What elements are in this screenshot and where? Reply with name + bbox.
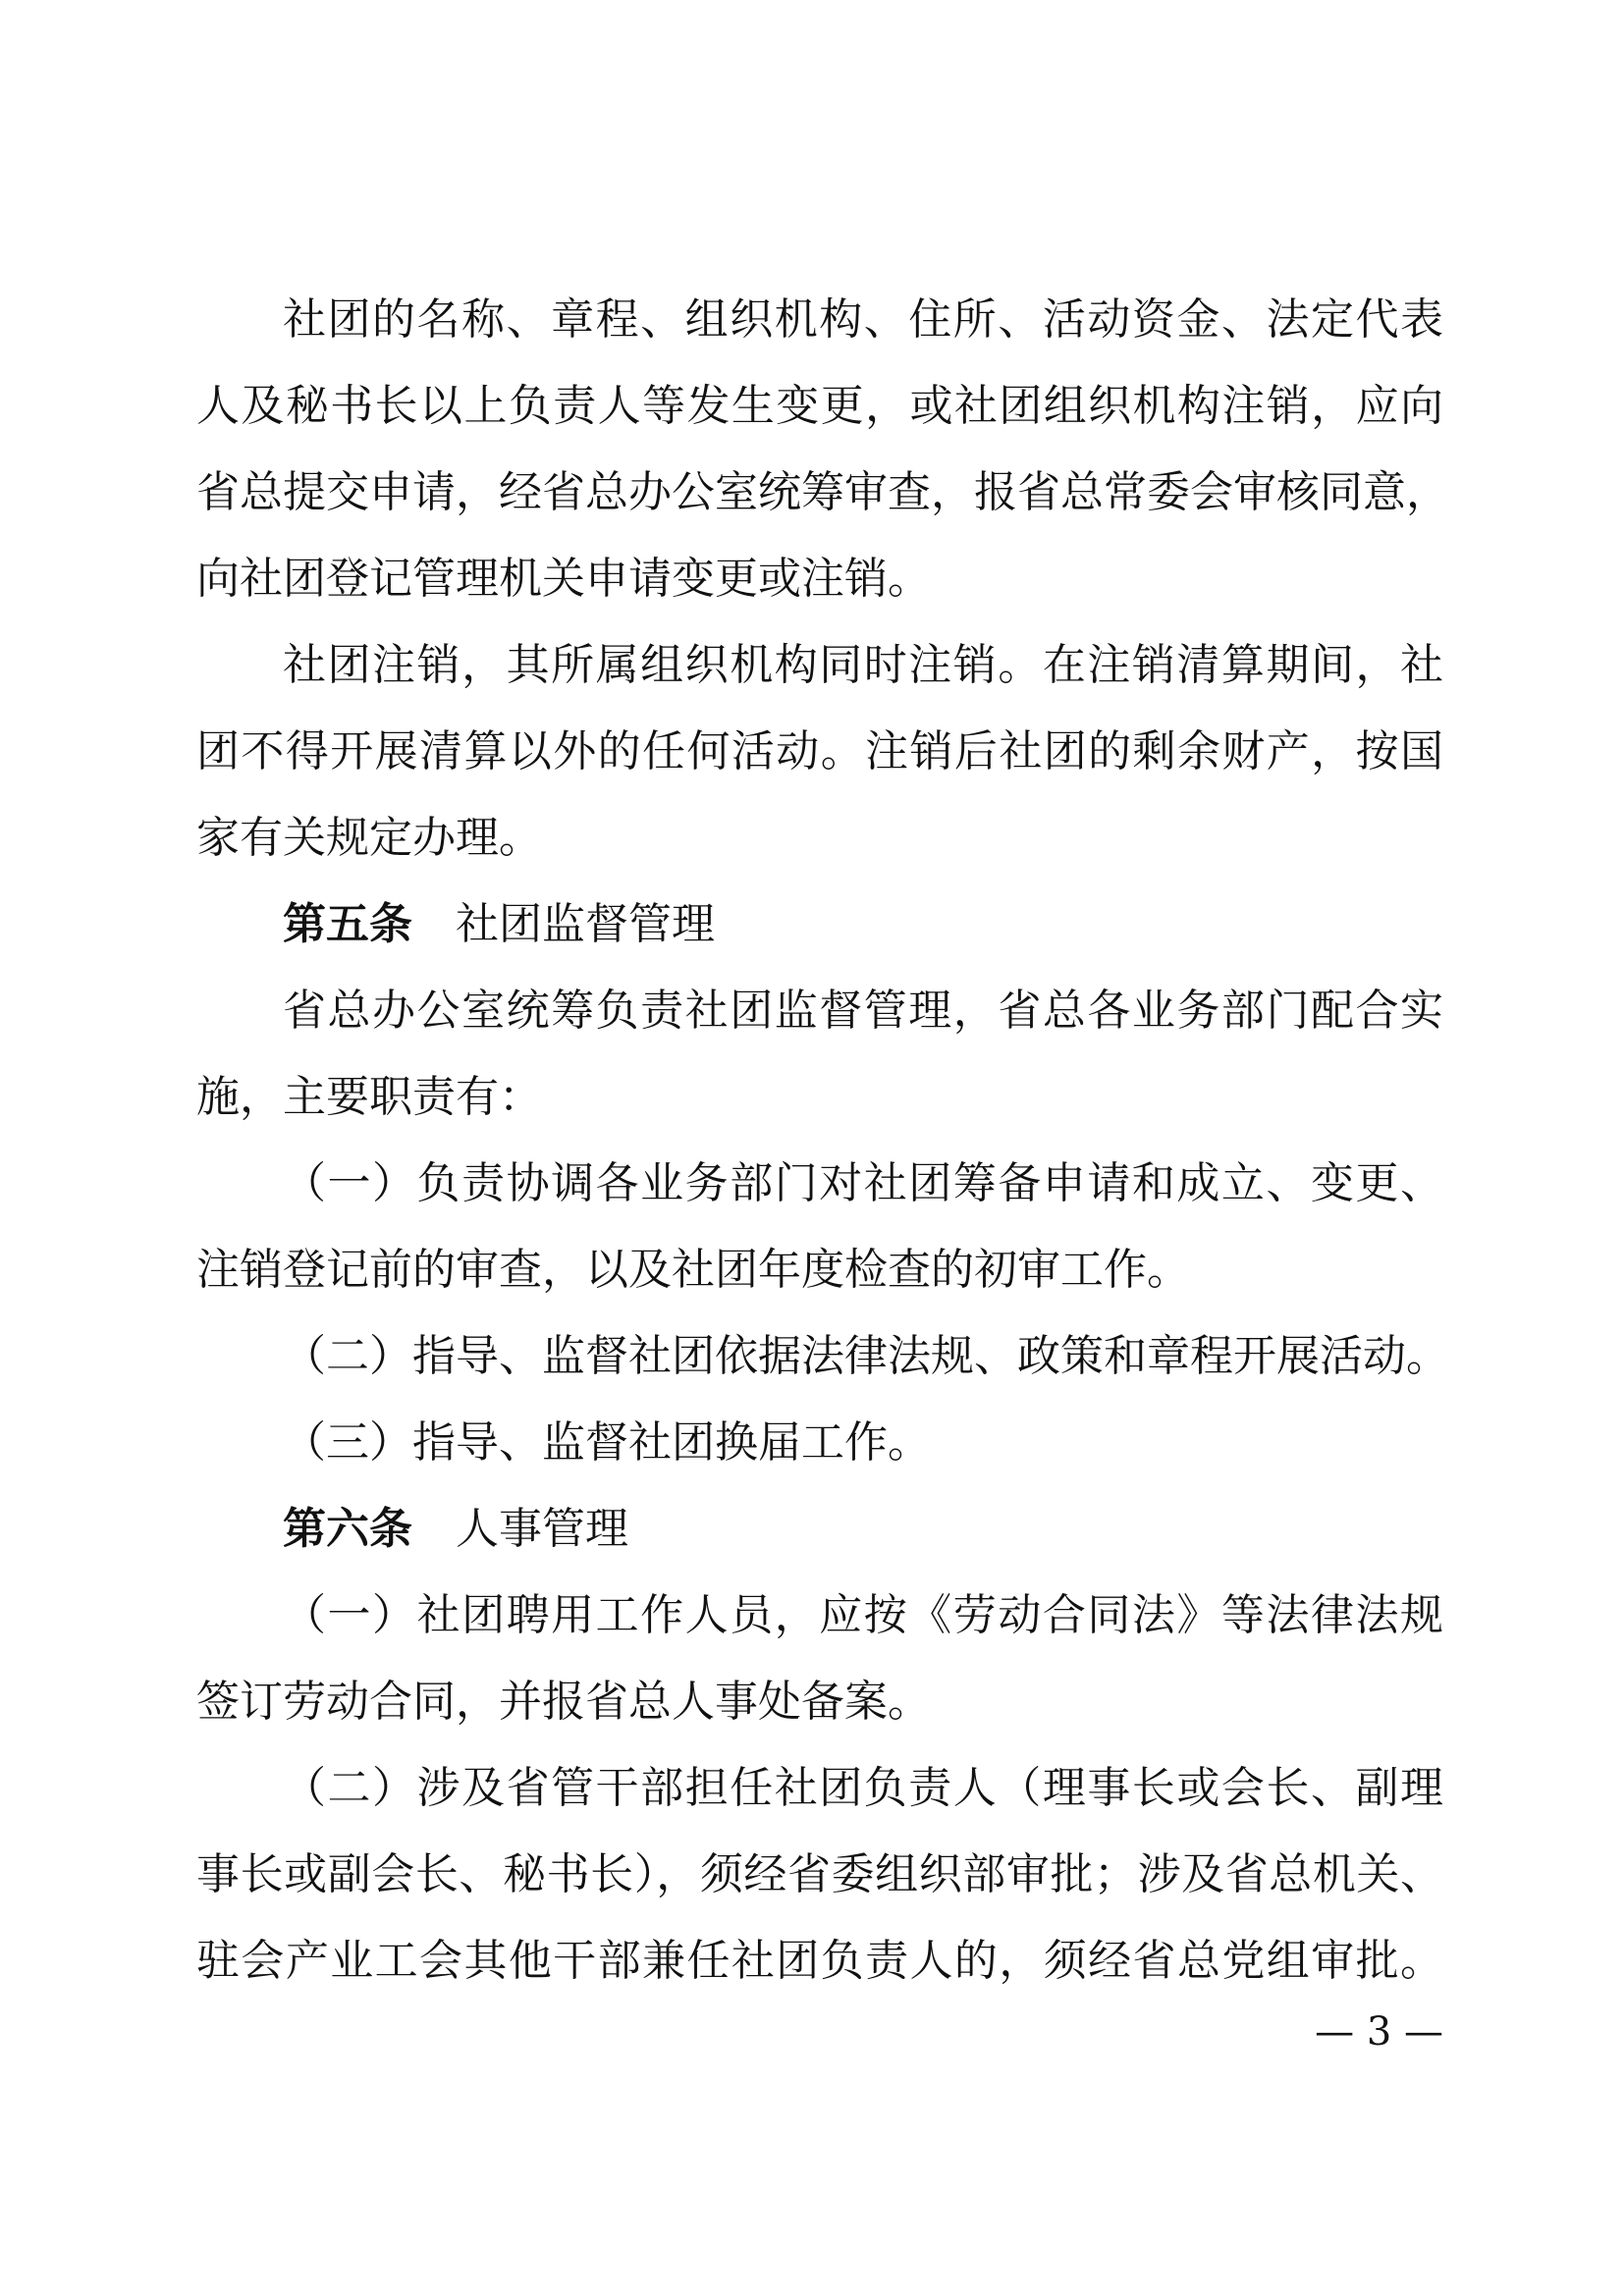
paragraph-1-line-2: 人及秘书长以上负责人等发生变更，或社团组织机构注销，应向 — [196, 381, 1443, 431]
article-5-item-3: （三）指导、监督社团换届工作。 — [283, 1417, 931, 1468]
article-5-heading — [283, 895, 715, 954]
article-5-title: 社团监督管理 — [456, 899, 715, 949]
paragraph-1-line-3: 省总提交申请，经省总办公室统筹审查，报省总常委会审核同意， — [196, 467, 1449, 517]
article-5-item-1-line-1: （一）负责协调各业务部门对社团筹备申请和成立、变更、 — [283, 1158, 1443, 1208]
paragraph-1-line-4: 向社团登记管理机关申请变更或注销。 — [196, 554, 931, 604]
article-6-title: 人事管理 — [456, 1504, 628, 1554]
article-6-heading — [283, 1500, 628, 1559]
article-5-item-2: （二）指导、监督社团依据法律法规、政策和章程开展活动。 — [283, 1331, 1449, 1381]
article-5-intro-line-1: 省总办公室统筹负责社团监督管理，省总各业务部门配合实 — [283, 986, 1443, 1036]
paragraph-2-line-3: 家有关规定办理。 — [196, 813, 542, 863]
article-6-item-2-line-2: 事长或副会长、秘书长），须经省委组织部审批；涉及省总机关、 — [196, 1849, 1443, 1899]
article-6-item-1-line-1: （一）社团聘用工作人员，应按《劳动合同法》等法律法规 — [283, 1590, 1443, 1640]
page-number: — 3 — — [1315, 2009, 1443, 2055]
article-6-item-1-line-2: 签订劳动合同，并报省总人事处备案。 — [196, 1677, 931, 1727]
paragraph-1-line-1: 社团的名称、章程、组织机构、住所、活动资金、法定代表 — [283, 294, 1443, 345]
article-5-item-1-line-2: 注销登记前的审查，以及社团年度检查的初审工作。 — [196, 1245, 1190, 1295]
paragraph-2-line-2: 团不得开展清算以外的任何活动。注销后社团的剩余财产，按国 — [196, 726, 1443, 776]
article-5-intro-line-2: 施，主要职责有： — [196, 1072, 542, 1122]
article-5-number: 第五条 — [283, 899, 412, 949]
article-6-item-2-line-3: 驻会产业工会其他干部兼任社团负责人的，须经省总党组审批。 — [196, 1936, 1443, 1986]
paragraph-2-line-1: 社团注销，其所属组织机构同时注销。在注销清算期间，社 — [283, 640, 1443, 690]
article-6-item-2-line-1: （二）涉及省管干部担任社团负责人（理事长或会长、副理 — [283, 1763, 1443, 1813]
article-6-number: 第六条 — [283, 1504, 412, 1554]
